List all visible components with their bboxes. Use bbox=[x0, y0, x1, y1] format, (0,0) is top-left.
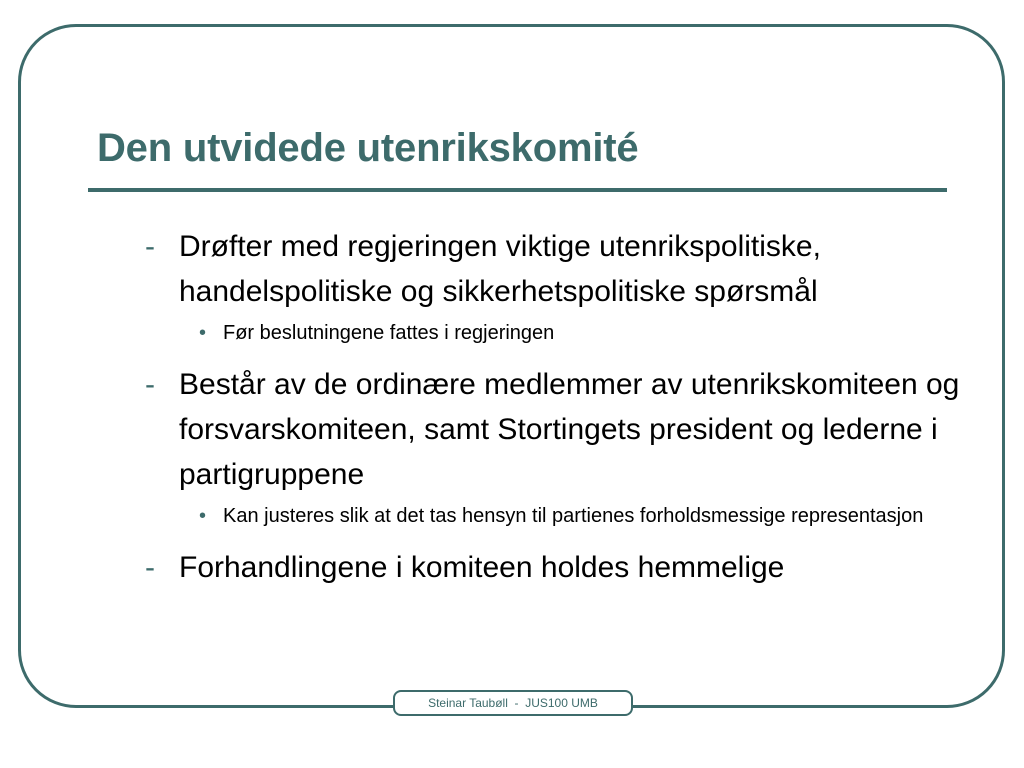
bullet-text: Drøfter med regjeringen viktige utenrikspolitiske, handelspolitiske og sikkerhetspolitiske spørsmål bbox=[179, 230, 821, 308]
sub-bullet-text: Kan justeres slik at det tas hensyn til partienes forholdsmessige representasjon bbox=[223, 505, 924, 527]
bullet-item bbox=[145, 545, 990, 590]
bullet-text: Består av de ordinære medlemmer av utenrikskomiteen og forsvarskomiteen, samt Stortingets president og lederne i partigruppene bbox=[179, 368, 960, 491]
dash-bullet-icon: - bbox=[145, 551, 155, 584]
dot-bullet-icon: • bbox=[199, 322, 207, 344]
sub-bullet-item bbox=[145, 501, 990, 531]
bullet-item bbox=[145, 362, 990, 497]
title-underline bbox=[88, 188, 947, 192]
slide-content bbox=[145, 224, 990, 594]
sub-bullet-text: Før beslutningene fattes i regjeringen bbox=[223, 322, 555, 344]
sub-bullet-item bbox=[145, 318, 990, 348]
dash-bullet-icon: - bbox=[145, 230, 155, 263]
bullet-text: Forhandlingene i komiteen holdes hemmelige bbox=[179, 551, 785, 584]
slide-footer: Steinar Taubøll - JUS100 UMB bbox=[393, 690, 633, 716]
slide-title: Den utvidede utenrikskomité bbox=[97, 126, 639, 170]
bullet-item bbox=[145, 224, 990, 314]
dot-bullet-icon: • bbox=[199, 505, 207, 527]
dash-bullet-icon: - bbox=[145, 368, 155, 401]
